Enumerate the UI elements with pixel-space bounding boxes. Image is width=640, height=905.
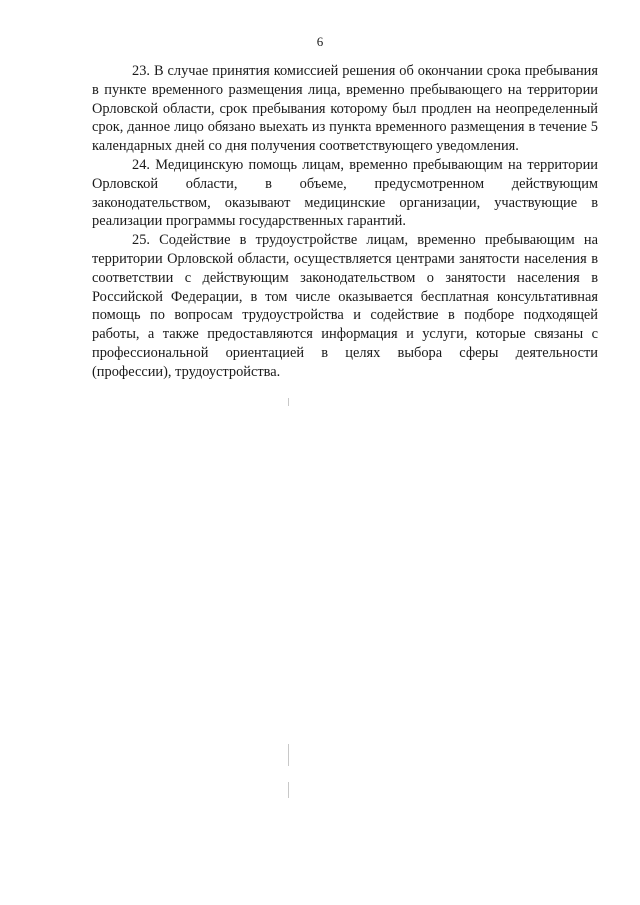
scan-artifact xyxy=(288,398,289,406)
paragraph-23: 23. В случае принятия комиссией решения об окончании срока пребывания в пункте временного размещения лица, временно пребывающего на территории Орловской области, срок пребывания которому был продлен на неопределенный срок, данное лицо обязано выехать из пункта временного размещения в течение 5 календарных дней со дня получения соответствующего уведомления. xyxy=(92,63,598,155)
scan-artifact xyxy=(288,744,289,766)
document-body xyxy=(92,62,598,382)
scan-artifact xyxy=(288,782,289,798)
page-number: 6 xyxy=(316,34,324,49)
paragraph-24: 24. Медицинскую помощь лицам, временно пребывающим на территории Орловской области, в объеме, предусмотренном действующим законодательством, оказывают медицинские организации, участвующие в реализации программы государственных гарантий. xyxy=(92,156,598,230)
paragraph-25: 25. Содействие в трудоустройстве лицам, временно пребывающим на территории Орловской области, осуществляется центрами занятости населения в соответствии с действующим законодательством о занятости населения в Российской Федерации, в том числе оказывается бесплатная консультативная помощь по вопросам трудоустройства и содействие в подборе подходящей работы, а также предоставляются информация и услуги, которые связаны с профессиональной ориентацией в целях выбора сферы деятельности (профессии), трудоустройства. xyxy=(92,232,598,380)
